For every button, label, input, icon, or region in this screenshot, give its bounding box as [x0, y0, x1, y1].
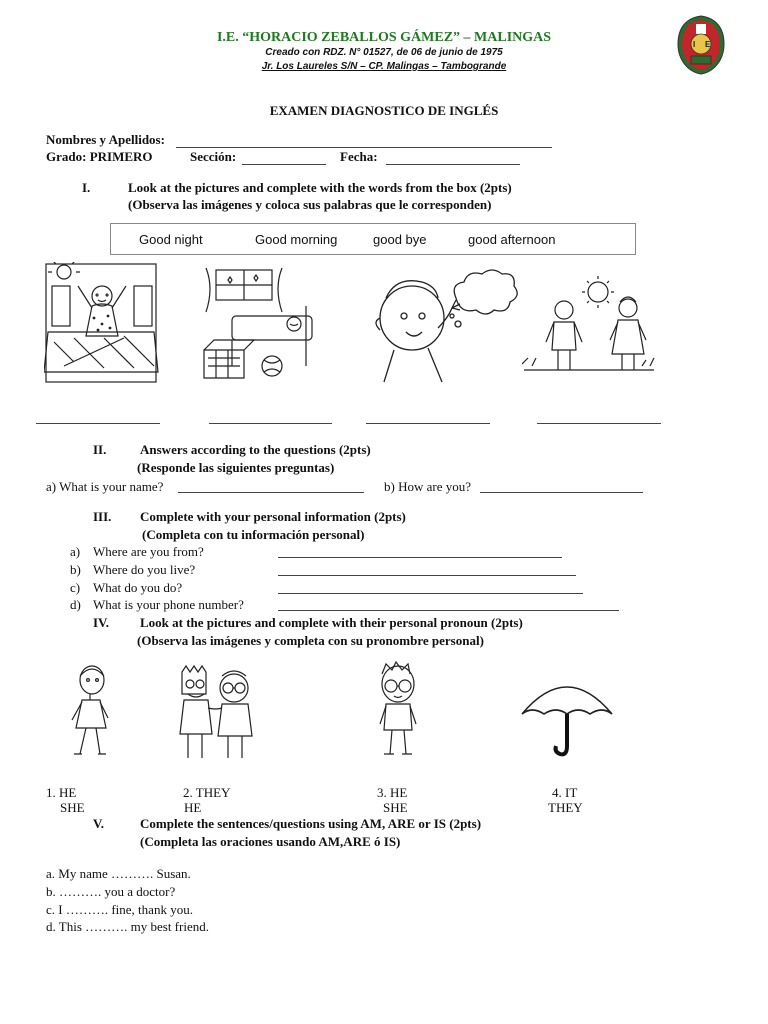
pronoun-option: 4. IT [552, 785, 578, 800]
school-address: Jr. Los Laureles S/N – CP. Malingas – Tambogrande [261, 61, 507, 72]
sentence-item: b. ………. you a doctor? [46, 884, 176, 899]
section3-title: Complete with your personal information (2pts) [140, 509, 406, 524]
date-label: Fecha: [340, 149, 378, 164]
answer-where-live-field[interactable] [278, 575, 576, 576]
umbrella-picture [520, 676, 614, 758]
answer-line-picture-1[interactable] [36, 423, 160, 424]
section5-subtitle: (Completa las oraciones usando AM,ARE ó IS) [140, 834, 401, 849]
exam-title: EXAMEN DIAGNOSTICO DE INGLÉS [269, 103, 499, 118]
section3-subtitle: (Completa con tu información personal) [142, 527, 365, 542]
girl-picture [60, 664, 120, 758]
pronoun-option: 1. HE [46, 785, 77, 800]
pronoun-option: 3. HE [377, 785, 408, 800]
item-letter: a) [70, 544, 81, 559]
sentence-item: c. I ………. fine, thank you. [46, 902, 193, 917]
question-what-do: What do you do? [93, 580, 183, 595]
item-letter: c) [70, 580, 81, 595]
answer-where-from-field[interactable] [278, 557, 562, 558]
section5-number: V. [93, 816, 104, 831]
answer-line-picture-4[interactable] [537, 423, 661, 424]
section-label: Sección: [190, 149, 237, 164]
pronoun-option: SHE [60, 800, 85, 815]
answer-name-field[interactable] [178, 492, 364, 493]
section3-number: III. [93, 509, 112, 524]
question-how-are-you: b) How are you? [384, 479, 471, 494]
boy-glasses-picture [370, 660, 424, 760]
answer-how-are-you-field[interactable] [480, 492, 643, 493]
name-field[interactable] [176, 147, 552, 148]
answer-line-picture-3[interactable] [366, 423, 490, 424]
boy-waving-picture [366, 268, 518, 384]
answer-phone-field[interactable] [278, 610, 619, 611]
word-box [110, 223, 636, 255]
question-phone: What is your phone number? [93, 597, 244, 612]
question-where-from: Where are you from? [93, 544, 204, 559]
section4-number: IV. [93, 615, 110, 630]
two-boys-picture [176, 664, 260, 764]
section2-title: Answers according to the questions (2pts) [140, 442, 371, 457]
section1-number: I. [82, 180, 91, 195]
section4-subtitle: (Observa las imágenes y completa con su pronombre personal) [137, 633, 484, 648]
pronoun-option: THEY [548, 800, 583, 815]
answer-what-do-field[interactable] [278, 593, 583, 594]
pronoun-option: HE [184, 800, 202, 815]
school-crest-logo [676, 14, 726, 76]
word-option: good afternoon [468, 232, 556, 247]
item-letter: b) [70, 562, 81, 577]
item-letter: d) [70, 597, 81, 612]
bedroom-night-picture [202, 266, 326, 382]
section2-subtitle: (Responde las siguientes preguntas) [137, 460, 335, 475]
sentence-item: a. My name ………. Susan. [46, 866, 191, 881]
question-where-live: Where do you live? [93, 562, 196, 577]
svg-text:I: I [693, 40, 696, 49]
section1-title: Look at the pictures and complete with the words from the box (2pts) [128, 180, 512, 195]
name-label: Nombres y Apellidos: [46, 132, 165, 147]
word-option: good bye [373, 232, 427, 247]
child-waking-picture [44, 262, 160, 386]
word-option: Good morning [255, 232, 338, 247]
svg-text:E: E [705, 40, 711, 49]
pronoun-option: 2. THEY [183, 785, 231, 800]
grade-label: Grado: PRIMERO [46, 149, 153, 164]
section-field[interactable] [242, 164, 326, 165]
answer-line-picture-2[interactable] [209, 423, 332, 424]
word-option: Good night [139, 232, 203, 247]
creation-note: Creado con RDZ. N° 01527, de 06 de junio de 1975 [265, 47, 503, 58]
pronoun-option: SHE [383, 800, 408, 815]
section2-number: II. [93, 442, 107, 457]
section1-subtitle: (Observa las imágenes y coloca sus palabras que le corresponden) [128, 197, 492, 212]
school-name: I.E. “HORACIO ZEBALLOS GÁMEZ” – MALINGAS [216, 30, 552, 45]
section5-title: Complete the sentences/questions using AM, ARE or IS (2pts) [140, 816, 482, 831]
date-field[interactable] [386, 164, 520, 165]
sentence-item: d. This ………. my best friend. [46, 919, 209, 934]
children-afternoon-picture [522, 276, 656, 378]
question-name: a) What is your name? [46, 479, 164, 494]
section4-title: Look at the pictures and complete with their personal pronoun (2pts) [140, 615, 523, 630]
